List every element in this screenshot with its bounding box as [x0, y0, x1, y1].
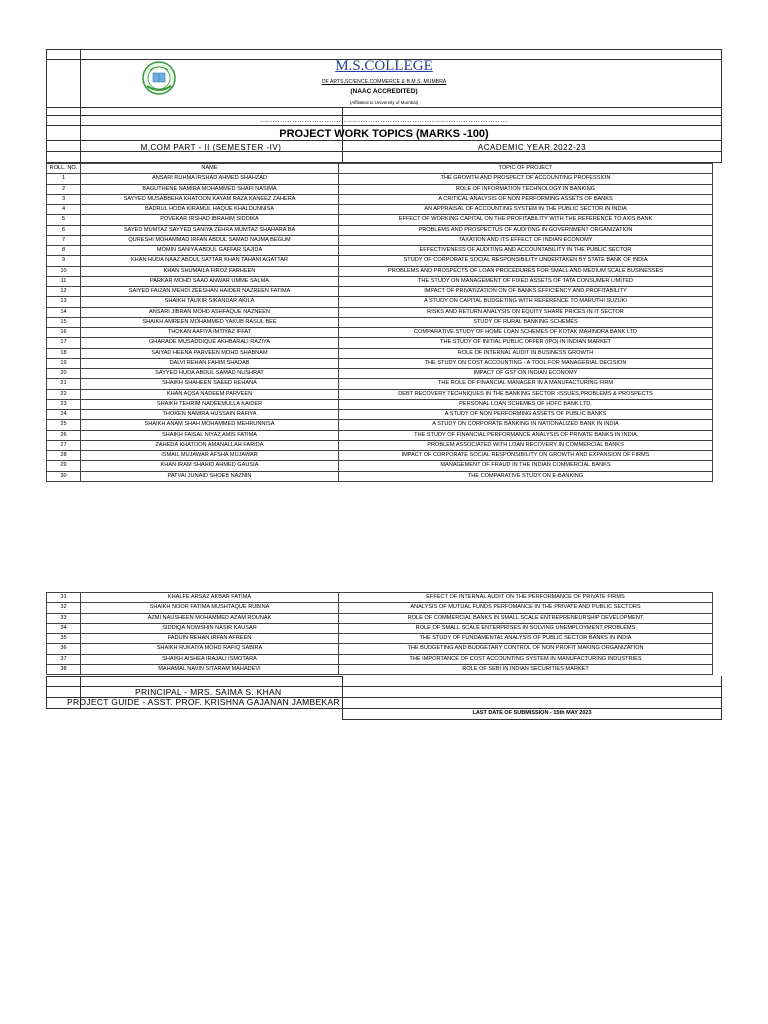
column-header-topic: TOPIC OF PROJECT — [339, 164, 713, 174]
student-name-cell: SHAIKH NOOR FATIMA MUSHTAQUE RUBINA — [81, 603, 339, 613]
student-name-cell: ANSARI JIBRAN MOHD ASHFAQUE NAZNEEN — [81, 307, 339, 317]
roll-number-cell: 2 — [47, 184, 81, 194]
roll-number-cell: 16 — [47, 328, 81, 338]
project-topic-cell: PERSONAL LOAN SCHEMES OF HDFC BANK LTD. — [339, 399, 713, 409]
project-topic-cell: IMPACT OF CORPORATE SOCIAL RESPONSIBILITY ON GROWTH AND EXPANSION OF FIRMS — [339, 451, 713, 461]
table-row — [47, 184, 713, 194]
project-topic-cell: THE BUDGETING AND BUDGETARY CONTROL OF NON PROFIT MAKING ORGANIZATION — [339, 644, 713, 654]
table-row — [47, 634, 713, 644]
student-name-cell: KHAN SHUMAILA FIROZ FARHEEN — [81, 266, 339, 276]
project-topic-cell: ROLE OF INTERNAL AUDIT IN BUSINESS GROWTH — [339, 348, 713, 358]
table-row — [47, 389, 713, 399]
project-topics-table — [46, 163, 713, 482]
roll-number-cell: 37 — [47, 654, 81, 664]
affiliation-text: (Affiliated to University of Mumbai) — [349, 100, 419, 105]
student-name-cell: ISMAIL MUJAWAR AFSHA MUJAWAR — [81, 451, 339, 461]
project-topic-cell: AN APPRAISAL OF ACCOUNTING SYSTEM IN THE PUBLIC SECTOR IN INDIA — [339, 205, 713, 215]
roll-number-cell: 13 — [47, 297, 81, 307]
roll-number-cell: 27 — [47, 440, 81, 450]
student-name-cell: MOMIN SANIYA ABDUL GAFFAR SAJIDA — [81, 246, 339, 256]
project-topic-cell: THE STUDY OF INITIAL PUBLIC OFFER (IPO) IN INDIAN MARKET — [339, 338, 713, 348]
roll-number-cell: 12 — [47, 287, 81, 297]
roll-number-cell: 10 — [47, 266, 81, 276]
roll-number-cell: 38 — [47, 664, 81, 674]
project-topic-cell: EFFECT OF WORKING CAPITAL ON THE PROFITABILITY WITH THE REFERENCE TO AXIS BANK — [339, 215, 713, 225]
college-name: M.S.COLLEGE — [335, 58, 433, 74]
project-topic-cell: IMPACT OF PRIVATIZATION ON OF BANKS EFFICIENCY AND PROFITABILITY — [339, 287, 713, 297]
project-topic-cell: THE STUDY OF FINANCIAL PERFORMANCE ANALYSIS OF PRIVATE BANKS IN INDIA — [339, 430, 713, 440]
table-row — [47, 664, 713, 674]
project-guide: PROJECT GUIDE - ASST. PROF. KRISHNA GAJANAN JAMBEKAR — [67, 697, 340, 707]
roll-number-cell: 19 — [47, 358, 81, 368]
table-row — [47, 644, 713, 654]
roll-number-cell: 36 — [47, 644, 81, 654]
table-row — [47, 369, 713, 379]
column-header-roll: ROLL. NO. — [47, 164, 81, 174]
project-topic-cell: THE STUDY OF FUNDAMENTAL ANALYSIS OF PUBLIC SECTOR BANKS IN INDIA — [339, 634, 713, 644]
student-name-cell: QURESHI MOHAMMAD IRFAN ABDUL SAMAD NAJMA BEGUM — [81, 235, 339, 245]
student-name-cell: KHAN IRAM SHAHID AHMED GAUSIA — [81, 461, 339, 471]
table-row — [47, 194, 713, 204]
student-name-cell: SHAIKH ANAM SHAH MOHAMMED MEHRUNNISA — [81, 420, 339, 430]
table-row — [47, 613, 713, 623]
table-row — [47, 297, 713, 307]
student-name-cell: PATVAI JUNAID SHOEB NAZNIN — [81, 471, 339, 481]
project-topic-cell: TAXATION AND ITS EFFECT OF INDIAN ECONOMY — [339, 235, 713, 245]
naac-badge: (NAAC ACCREDITED) — [350, 88, 418, 95]
project-topic-cell: PROBLEMS AND PROSPECTUS OF AUDITING IN GOVERNMENT ORGANIZATION — [339, 225, 713, 235]
project-topic-cell: THE IMPORTANCE OF COST ACCOUNTING SYSTEM IN MANUFACTURING INDUSTRIES — [339, 654, 713, 664]
project-topic-cell: THE COMPARATIVE STUDY ON E-BANKING — [339, 471, 713, 481]
table-row — [47, 348, 713, 358]
student-name-cell: SAYYED HUDA ABDUL SAMAD NUSHRAT — [81, 369, 339, 379]
student-name-cell: THOKAN AAFIYA IMTIYAZ IFFAT — [81, 328, 339, 338]
student-name-cell: GHARADE MUSADDIQUE AKHBARALI RAZIYA — [81, 338, 339, 348]
student-name-cell: MAHAMAL NAVIN SITARAM MAHADEVI — [81, 664, 339, 674]
student-name-cell: SHAIKH AMREEN MOHAMMED YAKUB RASUL BEE — [81, 317, 339, 327]
student-name-cell: SHAIKH AISHEA IRAJALI ISMOTARA — [81, 654, 339, 664]
student-name-cell: DALVI REHAN FAHIM SHADAB — [81, 358, 339, 368]
project-topic-cell: ROLE OF INFORMATION TECHNOLOGY IN BANKING — [339, 184, 713, 194]
roll-number-cell: 20 — [47, 369, 81, 379]
roll-number-cell: 21 — [47, 379, 81, 389]
table-row — [47, 399, 713, 409]
student-name-cell: BADRUL HODA KIRAMUL HAQUE KHALDUNNISA — [81, 205, 339, 215]
roll-number-cell: 11 — [47, 276, 81, 286]
roll-number-cell: 32 — [47, 603, 81, 613]
table-row — [47, 215, 713, 225]
course-label: M.COM PART - II (SEMESTER -IV) — [140, 143, 282, 152]
table-row — [47, 287, 713, 297]
student-name-cell: THOKEN NAMIRA HUSSAIN RAFIYA — [81, 410, 339, 420]
project-topic-cell: ROLE OF COMMERCIAL BANKS IN SMALL SCALE ENTREPRENEURSHIP DEVELOPMENT — [339, 613, 713, 623]
project-topic-cell: EFFECTIVENESS OF AUDITING AND ACCOUNTABILITY IN THE PUBLIC SECTOR — [339, 246, 713, 256]
table-row — [47, 430, 713, 440]
project-topic-cell: THE STUDY ON MANAGEMENT OF FIXED ASSETS OF TATA CONSUMER LIMITED — [339, 276, 713, 286]
roll-number-cell: 30 — [47, 471, 81, 481]
project-topic-cell: ROLE OF SEBI IN INDIAN SECURITIES MARKET — [339, 664, 713, 674]
table-row — [47, 654, 713, 664]
table-row — [47, 471, 713, 481]
table-row — [47, 317, 713, 327]
table-row — [47, 420, 713, 430]
student-name-cell: SHAIKH TAUKIR SIKANDAR AKILA — [81, 297, 339, 307]
table-row — [47, 593, 713, 603]
table-row — [47, 225, 713, 235]
table-row — [47, 246, 713, 256]
project-topic-cell: EFFECT OF INTERNAL AUDIT ON THE PERFORMANCE OF PRIVATE FIRMS — [339, 593, 713, 603]
roll-number-cell: 33 — [47, 613, 81, 623]
student-name-cell: SHAIKH SHAHEEN SAEED REHANA — [81, 379, 339, 389]
academic-year: ACADEMIC YEAR 2022-23 — [477, 143, 587, 152]
project-topic-cell: A CRITICAL ANALYSIS OF NON PERFORMING ASSETS OF BANKS — [339, 194, 713, 204]
project-title: PROJECT WORK TOPICS (MARKS -100) — [279, 128, 489, 140]
column-header-name: NAME — [81, 164, 339, 174]
dotted-separator: ..................................................................................................... — [260, 117, 508, 124]
table-row — [47, 603, 713, 613]
project-topic-cell: THE ROLE OF FINANCIAL MANAGER IN A MANUFACTURING FIRM — [339, 379, 713, 389]
project-topic-cell: PROBLEM ASSOCIATED WITH LOAN RECOVERY IN COMMERCIAL BANKS — [339, 440, 713, 450]
table-row — [47, 205, 713, 215]
student-name-cell: SAIYAD HEENA PARVEEN MOHD SHABNAM — [81, 348, 339, 358]
roll-number-cell: 4 — [47, 205, 81, 215]
table-row — [47, 623, 713, 633]
project-topic-cell: IMPACT OF GST ON INDIAN ECONOMY — [339, 369, 713, 379]
table-header-row — [47, 164, 713, 174]
project-topic-cell: A STUDY ON CORPORATE BANKING IN NATIONALIZED BANK IN INDIA — [339, 420, 713, 430]
project-topic-cell: THE GROWTH AND PROSPECT OF ACCOUNTING PROFESSION — [339, 174, 713, 184]
roll-number-cell: 7 — [47, 235, 81, 245]
table-row — [47, 410, 713, 420]
roll-number-cell: 6 — [47, 225, 81, 235]
roll-number-cell: 18 — [47, 348, 81, 358]
table-row — [47, 266, 713, 276]
student-name-cell: POVEKAR IRSHAD IBRAHIM SIDDIKA — [81, 215, 339, 225]
roll-number-cell: 24 — [47, 410, 81, 420]
student-name-cell: KHAN HUDA NAAZ ABDUL SATTAR KHAN TAHANI AGATTAR — [81, 256, 339, 266]
student-name-cell: SHAIKH TEHRIM NADEEMULLA KAIDER — [81, 399, 339, 409]
project-topic-cell: PROBLEMS AND PROSPECTS OF LOAN PROCEDURES FOR SMALL AND MEDIUM SCALE BUSINESSES — [339, 266, 713, 276]
roll-number-cell: 26 — [47, 430, 81, 440]
roll-number-cell: 35 — [47, 634, 81, 644]
roll-number-cell: 15 — [47, 317, 81, 327]
table-row — [47, 379, 713, 389]
student-name-cell: SAYED MUMTAZ SAYYED SANIYA ZEHRA MUMTAZ SHAHARA BA — [81, 225, 339, 235]
project-topic-cell: A STUDY OF NON PERFORMING ASSETS OF PUBLIC BANKS — [339, 410, 713, 420]
roll-number-cell: 17 — [47, 338, 81, 348]
project-topic-cell: MANAGEMENT OF FRAUD IN THE INDIAN COMMERCIAL BANKS — [339, 461, 713, 471]
student-name-cell: ZAHEDA KHATOON AMANALLAH FARIDA — [81, 440, 339, 450]
roll-number-cell: 1 — [47, 174, 81, 184]
principal-name: PRINCIPAL - MRS. SAIMA S. KHAN — [135, 687, 282, 697]
roll-number-cell: 22 — [47, 389, 81, 399]
student-name-cell: ANSARI RUHMA IRSHAD AHMED SHAHZAD — [81, 174, 339, 184]
table-row — [47, 256, 713, 266]
table-row — [47, 174, 713, 184]
roll-number-cell: 28 — [47, 451, 81, 461]
roll-number-cell: 9 — [47, 256, 81, 266]
project-topic-cell: A STUDY ON CAPITAL BUDGETING WITH REFERENCE TO MARUTHI SUZUKI — [339, 297, 713, 307]
student-name-cell: SAIYED FAIZAN MEHDI ZEESHAN HAIDER NAZREEN FATIMA — [81, 287, 339, 297]
roll-number-cell: 31 — [47, 593, 81, 603]
project-topic-cell: RISKS AND RETURN ANALYSIS ON EQUITY SHARE PRICES IN IT SECTOR — [339, 307, 713, 317]
table-row — [47, 328, 713, 338]
project-topic-cell: COMPARATIVE STUDY OF HOME LOAN SCHEMES OF KOTAK MAHINDRA BANK LTD — [339, 328, 713, 338]
roll-number-cell: 3 — [47, 194, 81, 204]
roll-number-cell: 25 — [47, 420, 81, 430]
project-topic-cell: ROLE OF SMALL SCALE ENTERPRISES IN SOLVING UNEMPLOYMENT PROBLEMS — [339, 623, 713, 633]
student-name-cell: SAYYED MUSABBEHA KHATOON KAYAM RAZA KANEEZ ZAHERA — [81, 194, 339, 204]
project-topics-table-continued — [46, 592, 713, 675]
student-name-cell: SHAIKH FAISAL NIYAZ AMIS FATIMA — [81, 430, 339, 440]
roll-number-cell: 34 — [47, 623, 81, 633]
student-name-cell: BAGUTHENE NAMIRA MOHAMMED SHAFI NASIMA — [81, 184, 339, 194]
project-topic-cell: ANALYSIS OF MUTUAL FUNDS PERFOMANCE IN THE PRIVATE AND PUBLIC SECTORS — [339, 603, 713, 613]
table-row — [47, 358, 713, 368]
student-name-cell: AZMI NAUSHEEN MOHAMMED AZAM ROUNAK — [81, 613, 339, 623]
table-row — [47, 440, 713, 450]
roll-number-cell: 14 — [47, 307, 81, 317]
student-name-cell: PARKAR MOHD SAAD ANWAR UMME SALMA — [81, 276, 339, 286]
table-row — [47, 276, 713, 286]
table-row — [47, 451, 713, 461]
project-topic-cell: STUDY OF RURAL BANKING SCHEMES — [339, 317, 713, 327]
student-name-cell: KHALFE ARSAZ AKBAR FATIMA — [81, 593, 339, 603]
project-topic-cell: STUDY OF CORPORATE SOCIAL RESPONSIBILITY UNDERTAKEN BY STATE BANK OF INDIA — [339, 256, 713, 266]
table-row — [47, 338, 713, 348]
roll-number-cell: 8 — [47, 246, 81, 256]
project-topic-cell: THE STUDY ON COST ACCOUNTING - A TOOL FOR MANAGERIAL DECISION — [339, 358, 713, 368]
student-name-cell: FADUIN REHAN IRFAN AFREEN — [81, 634, 339, 644]
project-topic-cell: DEBT RECOVERY TECHNIQUES IN THE BANKING SECTOR :ISSUES,PROBLEMS & PROSPECTS — [339, 389, 713, 399]
roll-number-cell: 29 — [47, 461, 81, 471]
college-subtitle: OF ARTS,SCIENCE,COMMERCE & B.M.S. MUMBRA — [321, 79, 447, 85]
table-row — [47, 307, 713, 317]
student-name-cell: KHAN AQSA NADEEM PARVEEN — [81, 389, 339, 399]
college-logo-icon — [141, 60, 177, 96]
roll-number-cell: 5 — [47, 215, 81, 225]
table-row — [47, 461, 713, 471]
table-row — [47, 235, 713, 245]
student-name-cell: SIDDIQA NOWSHIN NASIR KAUSAR — [81, 623, 339, 633]
student-name-cell: SHAIKH RUKAIYA MOHD RAFIQ SABIRA — [81, 644, 339, 654]
last-submission-date: LAST DATE OF SUBMISSION - 15th MAY 2023 — [472, 710, 592, 716]
roll-number-cell: 23 — [47, 399, 81, 409]
